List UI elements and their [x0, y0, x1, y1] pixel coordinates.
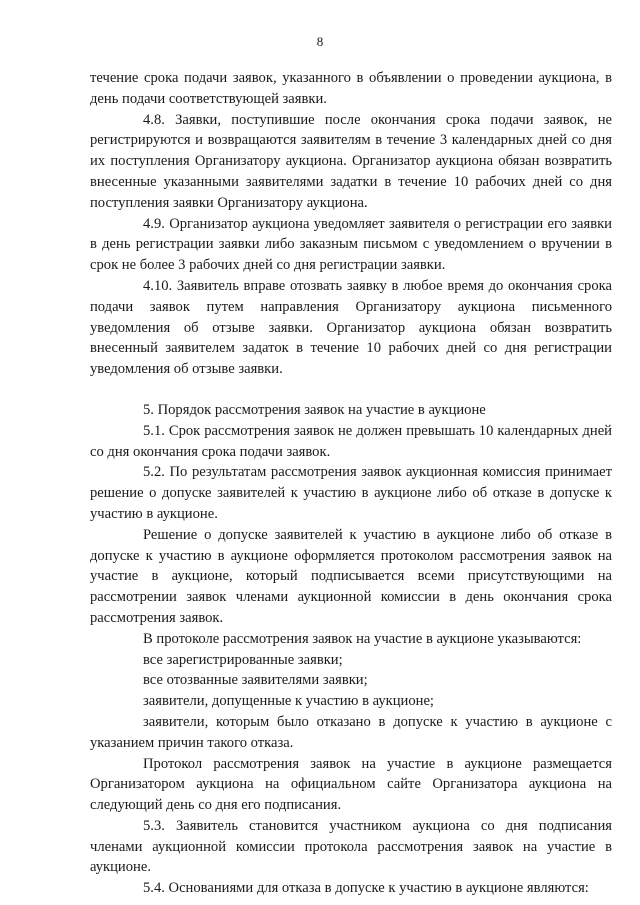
list-item: заявители, допущенные к участию в аукционе; [143, 693, 434, 710]
section-heading: 5. Порядок рассмотрения заявок на участие в аукционе [143, 401, 486, 418]
list-item: все отозванные заявителями заявки; [143, 672, 368, 689]
paragraph: 4.10. Заявитель вправе отозвать заявку в любое время до окончания срока подачи заявок путем направления Организатору аукциона письменного уведомления об отзыве заявки. Организатор аукциона обязан возвратить внесенный заявителем задаток в течение 10 рабочих дней со дня регистрации уведомления об отзыве заявки. [90, 277, 612, 378]
paragraph: Протокол рассмотрения заявок на участие в аукционе размещается Организатором аукциона на официальном сайте Организатора аукциона на следующий день со дня его подписания. [90, 755, 612, 814]
paragraph: 4.9. Организатор аукциона уведомляет заявителя о регистрации его заявки в день регистрации заявки либо заказным письмом с уведомлением о вручении в срок не более 3 рабочих дней со дня регистрации заявки. [90, 215, 612, 274]
paragraph: 5.3. Заявитель становится участником аукциона со дня подписания членами аукционной комиссии протокола рассмотрения заявок на участие в аукционе. [90, 817, 612, 876]
page-number: 8 [316, 34, 324, 49]
paragraph: 5.4. Основаниями для отказа в допуске к участию в аукционе являются: [143, 880, 589, 897]
paragraph: 5.1. Срок рассмотрения заявок не должен превышать 10 календарных дней со дня окончания срока подачи заявок. [90, 422, 612, 460]
section-gap [90, 380, 612, 400]
paragraph: В протоколе рассмотрения заявок на участие в аукционе указываются: [143, 630, 582, 647]
paragraph: 5.2. По результатам рассмотрения заявок аукционная комиссия принимает решение о допуске заявителей к участию в аукционе либо об отказе в допуске к участию в аукционе. [90, 464, 612, 522]
list-item: все зарегистрированные заявки; [143, 651, 343, 668]
document-body [90, 68, 612, 899]
paragraph: 4.8. Заявки, поступившие после окончания срока подачи заявок, не регистрируются и возвращаются заявителям в течение 3 календарных дней со дня их поступления Организатору аукциона. Организатор аукциона обязан возвратить внесенные указанными заявителями задатки в течение 10 рабочих дней со дня поступления заявки Организатору аукциона. [90, 111, 612, 211]
paragraph: течение срока подачи заявок, указанного в объявлении о проведении аукциона, в день подачи соответствующей заявки. [90, 70, 612, 107]
paragraph: Решение о допуске заявителей к участию в аукционе либо об отказе в допуске к участию в аукционе оформляется протоколом рассмотрения заявок на участие в аукционе, который подписывается всеми присутствующими на рассмотрении заявок членами аукционной комиссии в день окончания срока рассмотрения заявок. [90, 526, 612, 626]
paragraph: заявители, которым было отказано в допуске к участию в аукционе с указанием причин такого отказа. [90, 713, 612, 751]
